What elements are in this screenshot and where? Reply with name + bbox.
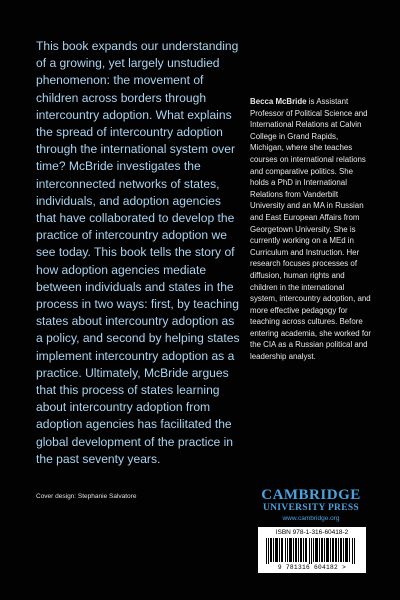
book-blurb: This book expands our understanding of a growing, yet largely unstudied phenomenon: the movement of children across borders through intercountry adoption. What explains the spread of intercountry adoption through the international system over time? McBride investigates the interconnected networks of states, individuals, and adoption agencies that have collaborated to develop the practice of intercountry adoption we see today. This book tells the story of how adoption agencies mediate between individuals and states in the process in two ways: first, by teaching states about intercountry adoption as a policy, and second by helping states implement intercountry adoption as a practice. Ultimately, McBride argues that this process of states learning about intercountry adoption from adoption agencies has facilitated the global development of the practice in the past seventy years. xyxy=(36,39,240,466)
isbn-barcode xyxy=(258,527,366,573)
isbn-label: ISBN 978-1-316-60418-2 xyxy=(275,529,349,536)
author-bio-text: is Assistant Professor of Political Science and International Relations at Calvin College in Grand Rapids, Michigan, where she teaches courses on international relations and comparative politics. She holds a PhD in International Relations from Vanderbilt University and an MA in Russian and East European Affairs from Georgetown University. She is currently working on a MEd in Curriculum and Instruction. Her research focuses processes of diffusion, human rights and children in the international system, intercountry adoption, and more effective pedagogy for teaching across cultures. Before entering academia, she worked for the CIA as a Russian political and leadership analyst. xyxy=(250,97,372,362)
publisher-subtitle: UNIVERSITY PRESS xyxy=(262,503,360,513)
publisher-name: CAMBRIDGE xyxy=(261,487,361,503)
barcode-digits: 9 781316 604182 > xyxy=(277,564,347,571)
publisher-url: www.cambridge.org xyxy=(282,515,340,522)
author-name: Becca McBride xyxy=(250,97,307,106)
publisher-logo xyxy=(258,488,364,523)
barcode-icon xyxy=(266,538,358,564)
author-bio xyxy=(250,96,372,363)
cover-design-credit: Cover design: Stephanie Salvatore xyxy=(36,493,137,500)
